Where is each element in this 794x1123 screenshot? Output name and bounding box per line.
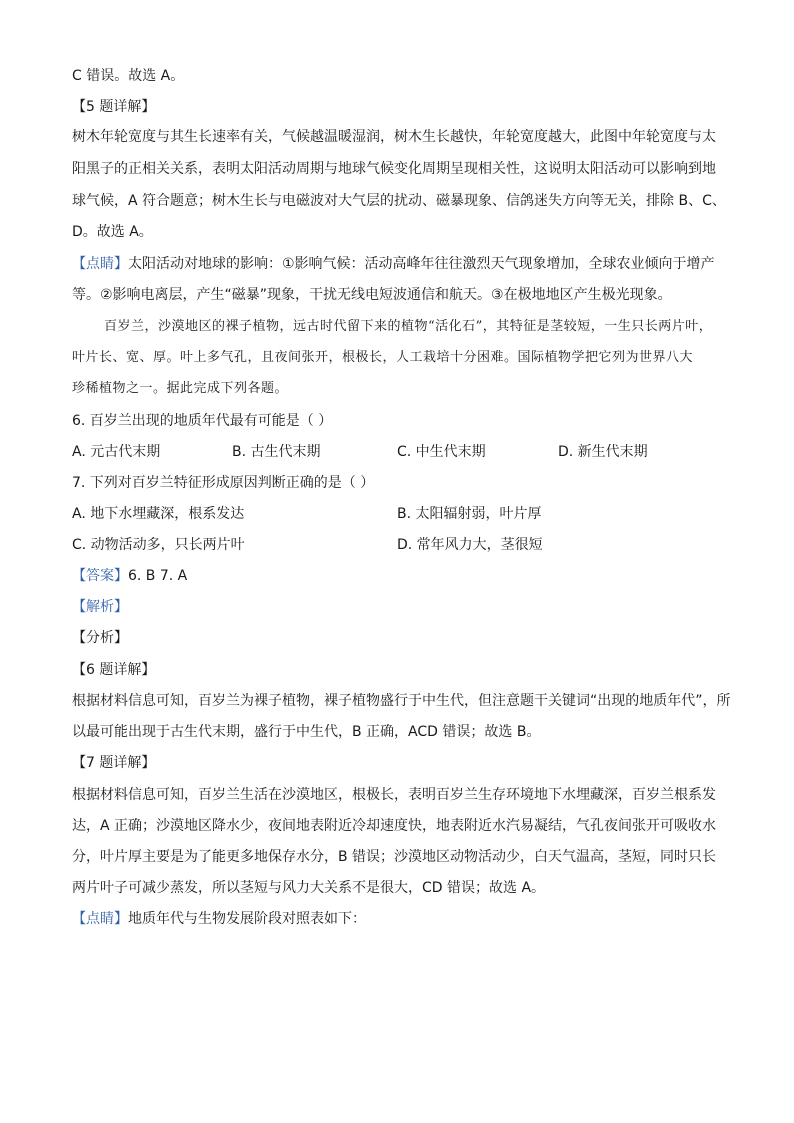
tip-text: 地质年代与生物发展阶段对照表如下： bbox=[128, 911, 366, 927]
section-heading: 【5 题详解】 bbox=[72, 99, 156, 115]
section-heading: 【6 题详解】 bbox=[72, 662, 156, 678]
q7-option-c: C. 动物活动多，只长两片叶 bbox=[72, 537, 245, 553]
q7-option-a: A. 地下水埋藏深，根系发达 bbox=[72, 506, 245, 522]
text-line: 两片叶子可减少蒸发，所以茎短与风力大关系不是很大，CD 错误；故选 A。 bbox=[72, 880, 546, 896]
q6-option-d: D. 新生代末期 bbox=[558, 444, 648, 460]
text-line: 以最可能出现于古生代末期，盛行于中生代，B 正确，ACD 错误；故选 B。 bbox=[72, 724, 541, 740]
material-line: 叶片长、宽、厚。叶上多气孔，且夜间张开，根极长，人工栽培十分困难。国际植物学把它列为世界八大 bbox=[72, 350, 694, 365]
text-line: 球气候，A 符合题意；树木生长与电磁波对大气层的扰动、磁暴现象、信鸽迷失方向等无关，排除 B、C、 bbox=[72, 193, 726, 209]
q6-option-c: C. 中生代末期 bbox=[397, 444, 486, 460]
text-line: 阳黑子的正相关关系，表明太阳活动周期与地球气候变化周期呈现相关性，这说明太阳活动可以影响到地 bbox=[72, 161, 716, 177]
q6-option-a: A. 元古代末期 bbox=[72, 444, 161, 460]
q7-option-d: D. 常年风力大，茎很短 bbox=[397, 537, 543, 553]
tip-tag: 【点睛】 bbox=[72, 911, 128, 927]
material-line: 珍稀植物之一。据此完成下列各题。 bbox=[72, 381, 289, 396]
text-line bbox=[72, 909, 366, 929]
analysis-tag: 【解析】 bbox=[72, 599, 128, 615]
q6-option-b: B. 古生代末期 bbox=[232, 444, 321, 460]
text-line bbox=[72, 254, 715, 274]
text-line: 达，A 正确；沙漠地区降水少，夜间地表附近冷却速度快，地表附近水汽易凝结，气孔夜间张开可吸收水 bbox=[72, 818, 717, 834]
text-line: 根据材料信息可知，百岁兰为裸子植物，裸子植物盛行于中生代，但注意题干关键词“出现的地质年代”，所 bbox=[72, 693, 731, 709]
section-heading: 【7 题详解】 bbox=[72, 755, 156, 771]
question-6: 6. 百岁兰出现的地质年代最有可能是（ ） bbox=[72, 413, 333, 429]
answer-line bbox=[72, 566, 187, 586]
text-line: 树木年轮宽度与其生长速率有关，气候越温暖湿润，树木生长越快，年轮宽度越大，此图中年轮宽度与太 bbox=[72, 129, 716, 145]
text-line: 分，叶片厚主要是为了能更多地保存水分，B 错误；沙漠地区动物活动少，白天气温高，茎短，同时只长 bbox=[72, 849, 717, 865]
q7-option-b: B. 太阳辐射弱，叶片厚 bbox=[397, 506, 542, 522]
question-7: 7. 下列对百岁兰特征形成原因判断正确的是（ ） bbox=[72, 475, 375, 491]
answer-text: 6. B 7. A bbox=[128, 568, 188, 584]
text-line: 根据材料信息可知，百岁兰生活在沙漠地区，根极长，表明百岁兰生存环境地下水埋藏深，百岁兰根系发 bbox=[72, 787, 716, 803]
answer-tag: 【答案】 bbox=[72, 568, 128, 584]
tip-tag: 【点睛】 bbox=[72, 256, 128, 272]
tip-text: 太阳活动对地球的影响：①影响气候：活动高峰年往往激烈天气现象增加，全球农业倾向于增产 bbox=[128, 256, 715, 272]
section-heading: 【分析】 bbox=[72, 630, 128, 646]
text-line: D。故选 A。 bbox=[72, 224, 153, 240]
text-line: 等。②影响电离层，产生“磁暴”现象，干扰无线电短波通信和航天。③在极地地区产生极光现象。 bbox=[72, 287, 672, 303]
text-line: C 错误。故选 A。 bbox=[72, 68, 185, 84]
material-line: 百岁兰，沙漠地区的裸子植物，远古时代留下来的植物“活化石”，其特征是茎较短，一生只长两片叶， bbox=[104, 319, 713, 334]
